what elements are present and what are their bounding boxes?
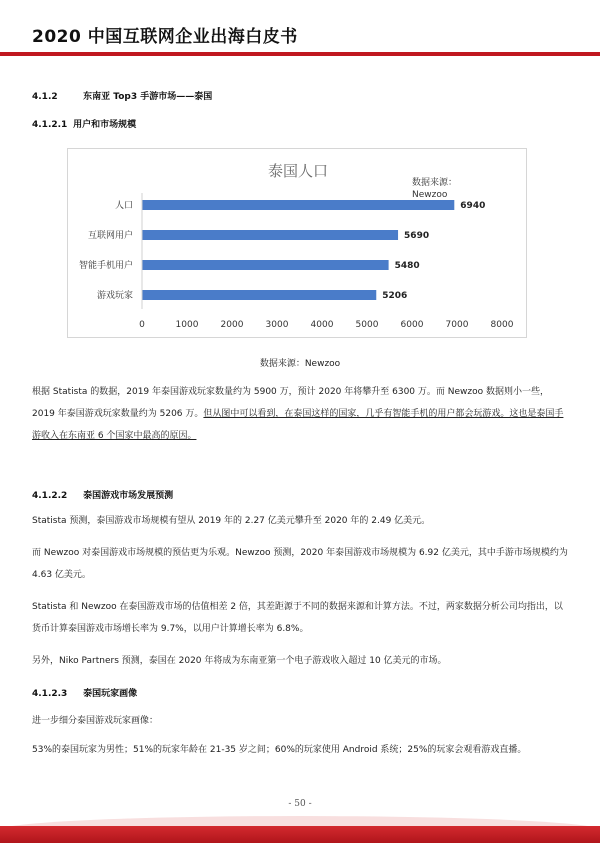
chart-canvas (68, 149, 526, 337)
section-number: 4.1.2 (32, 92, 58, 102)
chart-source-annotation (412, 176, 457, 200)
paragraph-text: 根据 Statista 的数据，2019 年泰国游戏玩家数量约为 5900 万，预计 2020 年将攀升至 6300 万。而 Newzoo 数据则小一些，2019 年泰国游戏玩家数量约为 5206 万。 (32, 387, 549, 419)
section-title: 用户和市场规模 (73, 120, 137, 130)
data-label: 5480 (394, 261, 420, 271)
x-tick-label: 7000 (445, 320, 469, 330)
section-number: 4.1.2.1 (32, 120, 68, 130)
x-tick-label: 2000 (220, 320, 244, 330)
annotation-line-2: Newzoo (412, 190, 448, 200)
section-heading-4-1-2-3 (32, 686, 137, 699)
document-header-title: 2020 中国互联网企业出海白皮书 (32, 27, 298, 47)
data-label: 6940 (460, 201, 486, 211)
bar (142, 290, 376, 300)
section-heading-4-1-2-1 (32, 117, 136, 130)
x-tick-label: 8000 (490, 320, 514, 330)
paragraph-player-profile-intro: 进一步细分泰国游戏玩家画像： (32, 716, 159, 726)
page-number: - 50 - (288, 799, 312, 809)
paragraph-underlined-text: 但从图中可以看到，在泰国这样的国家，几乎有智能手机的用户都会玩游戏。这也是泰国手游收入在东南亚 6 个国家中最高的原因。 (32, 409, 564, 441)
category-label: 互联网用户 (87, 231, 133, 241)
x-tick-label: 0 (139, 320, 145, 330)
x-tick-label: 1000 (175, 320, 199, 330)
annotation-line-1: 数据来源： (412, 178, 458, 188)
paragraph-valuation-difference: Statista 和 Newzoo 在泰国游戏市场的估值相差 2 倍，其差距源于不同的数据来源和计算方法。不过，两家数据分析公司均指出，以货币计算泰国游戏市场增长率为 9.7%，以用户计算增长率为 6.8%。 (32, 602, 563, 634)
paragraph-newzoo-forecast: 而 Newzoo 对泰国游戏市场规模的预估更为乐观。Newzoo 预测，2020 年泰国游戏市场规模为 6.92 亿美元，其中手游市场规模约为 4.63 亿美元。 (32, 548, 568, 580)
bar (142, 230, 398, 240)
header-divider (0, 52, 600, 56)
data-label: 5690 (404, 231, 430, 241)
thailand-population-chart (67, 148, 527, 338)
category-label: 人口 (114, 201, 133, 211)
bar (142, 200, 454, 210)
footer-bar (0, 826, 600, 843)
chart-caption: 数据来源：Newzoo (259, 359, 341, 369)
bar (142, 260, 389, 270)
section-number: 4.1.2.2 (32, 491, 68, 501)
category-label: 游戏玩家 (96, 291, 133, 301)
section-heading-4-1-2-2 (32, 488, 173, 501)
section-heading-4-1-2 (32, 89, 212, 102)
paragraph-player-profile-stats: 53%的泰国玩家为男性；51%的玩家年龄在 21-35 岁之间；60%的玩家使用 Android 系统；25%的玩家会观看游戏直播。 (32, 745, 527, 755)
section-title: 东南亚 Top3 手游市场——泰国 (83, 92, 213, 102)
chart-title: 泰国人口 (267, 162, 329, 180)
x-tick-label: 6000 (400, 320, 424, 330)
paragraph-statista-forecast: Statista 预测，泰国游戏市场规模有望从 2019 年的 2.27 亿美元攀升至 2020 年的 2.49 亿美元。 (32, 516, 431, 526)
section-title: 泰国玩家画像 (83, 689, 138, 699)
section-number: 4.1.2.3 (32, 689, 68, 699)
x-tick-label: 3000 (265, 320, 289, 330)
section-title: 泰国游戏市场发展预测 (83, 491, 174, 501)
paragraph-user-scale (32, 381, 570, 447)
x-tick-label: 5000 (355, 320, 379, 330)
x-tick-label: 4000 (310, 320, 334, 330)
category-label: 智能手机用户 (78, 261, 133, 271)
data-label: 5206 (382, 291, 408, 301)
paragraph-niko-partners: 另外，Niko Partners 预测，泰国在 2020 年将成为东南亚第一个电子游戏收入超过 10 亿美元的市场。 (32, 656, 447, 666)
